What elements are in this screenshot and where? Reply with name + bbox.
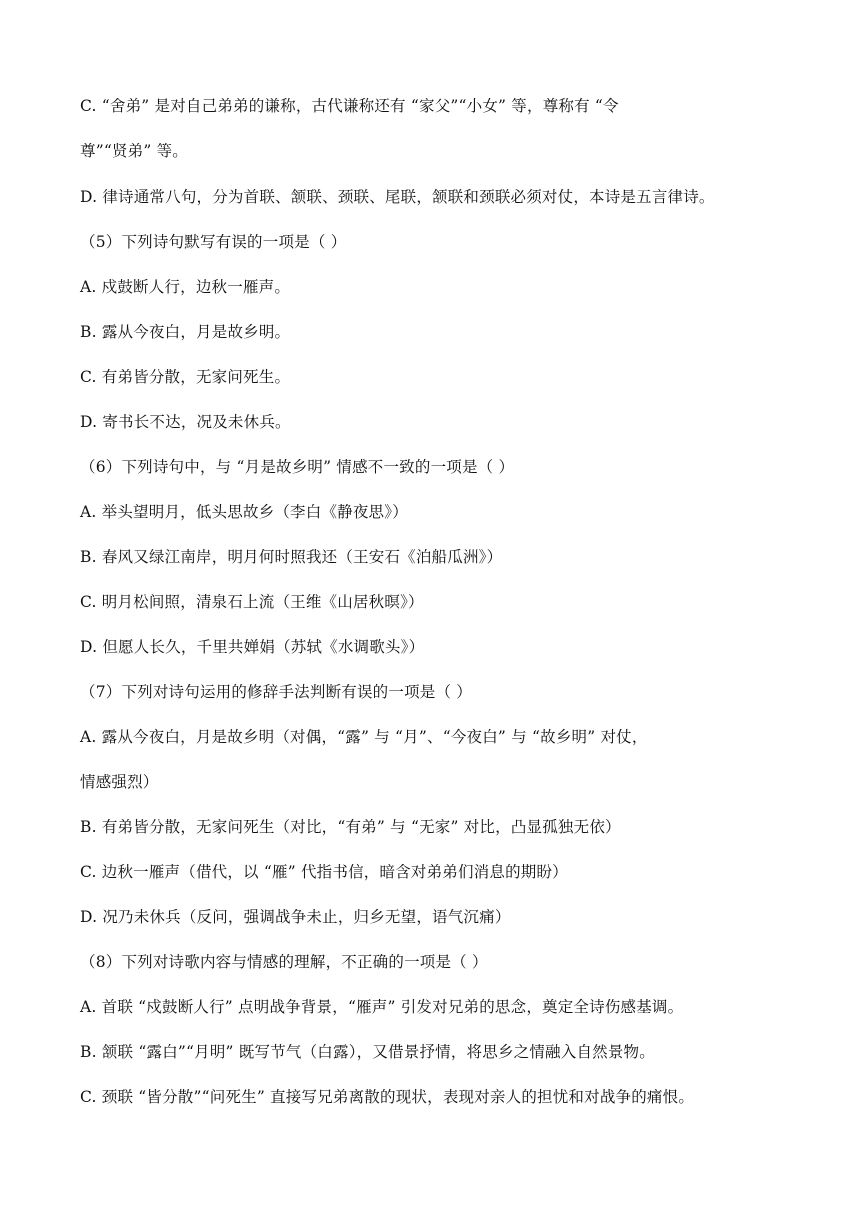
q5-option-a: A. 戍鼓断人行，边秋一雁声。: [80, 278, 291, 296]
q8-option-c: C. 颈联 “皆分散”“问死生” 直接写兄弟离散的现状，表现对亲人的担忧和对战争的痛恨。: [80, 1088, 695, 1106]
option-c-line-2: 尊”“贤弟” 等。: [80, 142, 188, 160]
q5-option-d: D. 寄书长不达，况及未休兵。: [80, 413, 291, 431]
option-c-line-1: C. “舍弟” 是对自己弟弟的谦称，古代谦称还有 “家父”“小女” 等，尊称有 “令: [80, 97, 619, 115]
q8-option-a: A. 首联 “戍鼓断人行” 点明战争背景，“雁声” 引发对兄弟的思念，奠定全诗伤感基调。: [80, 998, 684, 1016]
q7-option-c: C. 边秋一雁声（借代，以 “雁” 代指书信，暗含对弟弟们消息的期盼）: [80, 863, 568, 881]
q6-option-d: D. 但愿人长久，千里共婵娟（苏轼《水调歌头》）: [80, 638, 425, 656]
q5-option-b: B. 露从今夜白，月是故乡明。: [80, 323, 291, 341]
q6-option-c: C. 明月松间照，清泉石上流（王维《山居秋暝》）: [80, 593, 424, 611]
q8-option-b: B. 颔联 “露白”“月明” 既写节气（白露），又借景抒情，将思乡之情融入自然景物。: [80, 1043, 655, 1061]
question-8: （8）下列对诗歌内容与情感的理解，不正确的一项是（ ）: [80, 953, 488, 971]
q6-option-b: B. 春风又绿江南岸，明月何时照我还（王安石《泊船瓜洲》）: [80, 548, 503, 566]
q7-option-d: D. 况乃未休兵（反问，强调战争未止，归乡无望，语气沉痛）: [80, 908, 511, 926]
question-6: （6）下列诗句中，与 “月是故乡明” 情感不一致的一项是（ ）: [80, 458, 515, 476]
q7-option-a-line-1: A. 露从今夜白，月是故乡明（对偶，“露” 与 “月”、“今夜白” 与 “故乡明” 对仗，: [80, 728, 648, 746]
option-d-line: D. 律诗通常八句，分为首联、颔联、颈联、尾联，颔联和颈联必须对仗，本诗是五言律诗。: [80, 188, 715, 206]
question-7: （7）下列对诗句运用的修辞手法判断有误的一项是（ ）: [80, 683, 472, 701]
q5-option-c: C. 有弟皆分散，无家问死生。: [80, 368, 291, 386]
q7-option-b: B. 有弟皆分散，无家问死生（对比，“有弟” 与 “无家” 对比，凸显孤独无依）: [80, 818, 621, 836]
q7-option-a-line-2: 情感强烈）: [80, 773, 159, 791]
question-5: （5）下列诗句默写有误的一项是（ ）: [80, 233, 347, 251]
q6-option-a: A. 举头望明月，低头思故乡（李白《静夜思》）: [80, 503, 408, 521]
